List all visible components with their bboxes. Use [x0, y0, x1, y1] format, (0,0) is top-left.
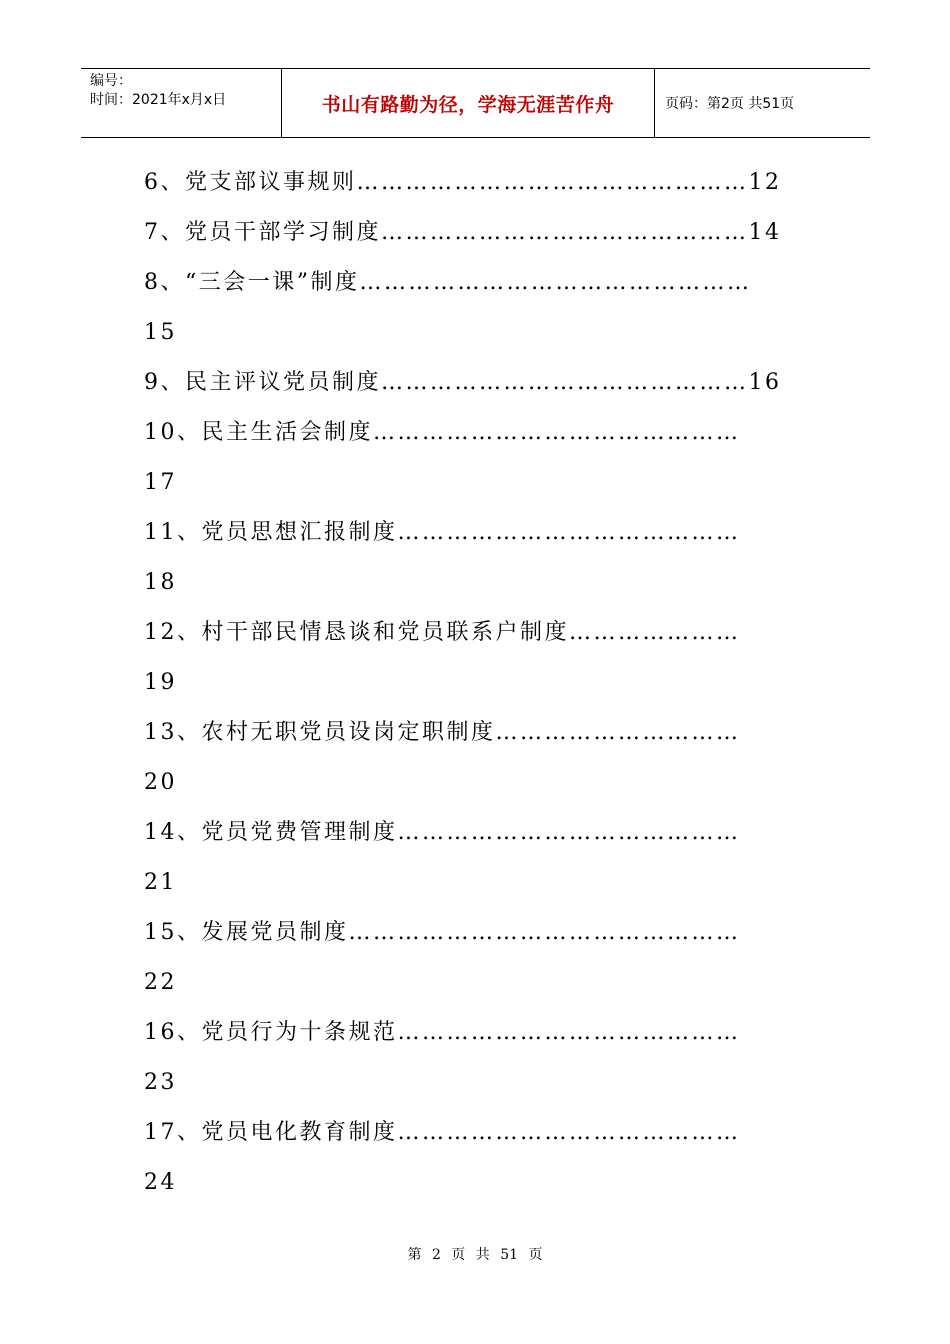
toc-line: 9、民主评议党员制度………………………………………16 [144, 370, 782, 395]
toc-line: 12、村干部民情恳谈和党员联系户制度………………… [144, 620, 741, 645]
toc-line: 7、党员干部学习制度………………………………………14 [144, 220, 782, 245]
header-motto: 书山有路勤为径，学海无涯苦作舟 [282, 69, 655, 137]
toc-page-number: 19 [144, 670, 177, 695]
toc-page-number: 15 [144, 320, 177, 345]
toc-line: 16、党员行为十条规范…………………………………… [144, 1020, 741, 1045]
page-footer: 第 2 页 共 51 页 [407, 1247, 543, 1263]
toc-page-number: 20 [144, 770, 177, 795]
serial-label: 编号： [90, 73, 132, 89]
date-line: 时间：2021年x月x日 [90, 92, 227, 108]
toc-page-number: 24 [144, 1170, 177, 1195]
page-header [81, 68, 870, 138]
toc-line: 17、党员电化教育制度…………………………………… [144, 1120, 741, 1145]
toc-line: 10、民主生活会制度……………………………………… [144, 420, 741, 445]
toc-page-number: 22 [144, 970, 177, 995]
toc-line: 13、农村无职党员设岗定职制度………………………… [144, 720, 741, 745]
toc-line: 8、“三会一课”制度………………………………………… [144, 270, 752, 295]
toc-page-number: 21 [144, 870, 177, 895]
toc-line: 6、党支部议事规则…………………………………………12 [144, 170, 782, 195]
toc-page-number: 23 [144, 1070, 177, 1095]
header-meta [81, 69, 282, 137]
toc-line: 14、党员党费管理制度…………………………………… [144, 820, 741, 845]
header-page-info: 页码：第2页 共51页 [665, 96, 795, 112]
table-of-contents [144, 158, 804, 1208]
toc-page-number: 17 [144, 470, 177, 495]
toc-page-number: 18 [144, 570, 177, 595]
toc-line: 11、党员思想汇报制度…………………………………… [144, 520, 741, 545]
toc-line: 15、发展党员制度………………………………………… [144, 920, 741, 945]
